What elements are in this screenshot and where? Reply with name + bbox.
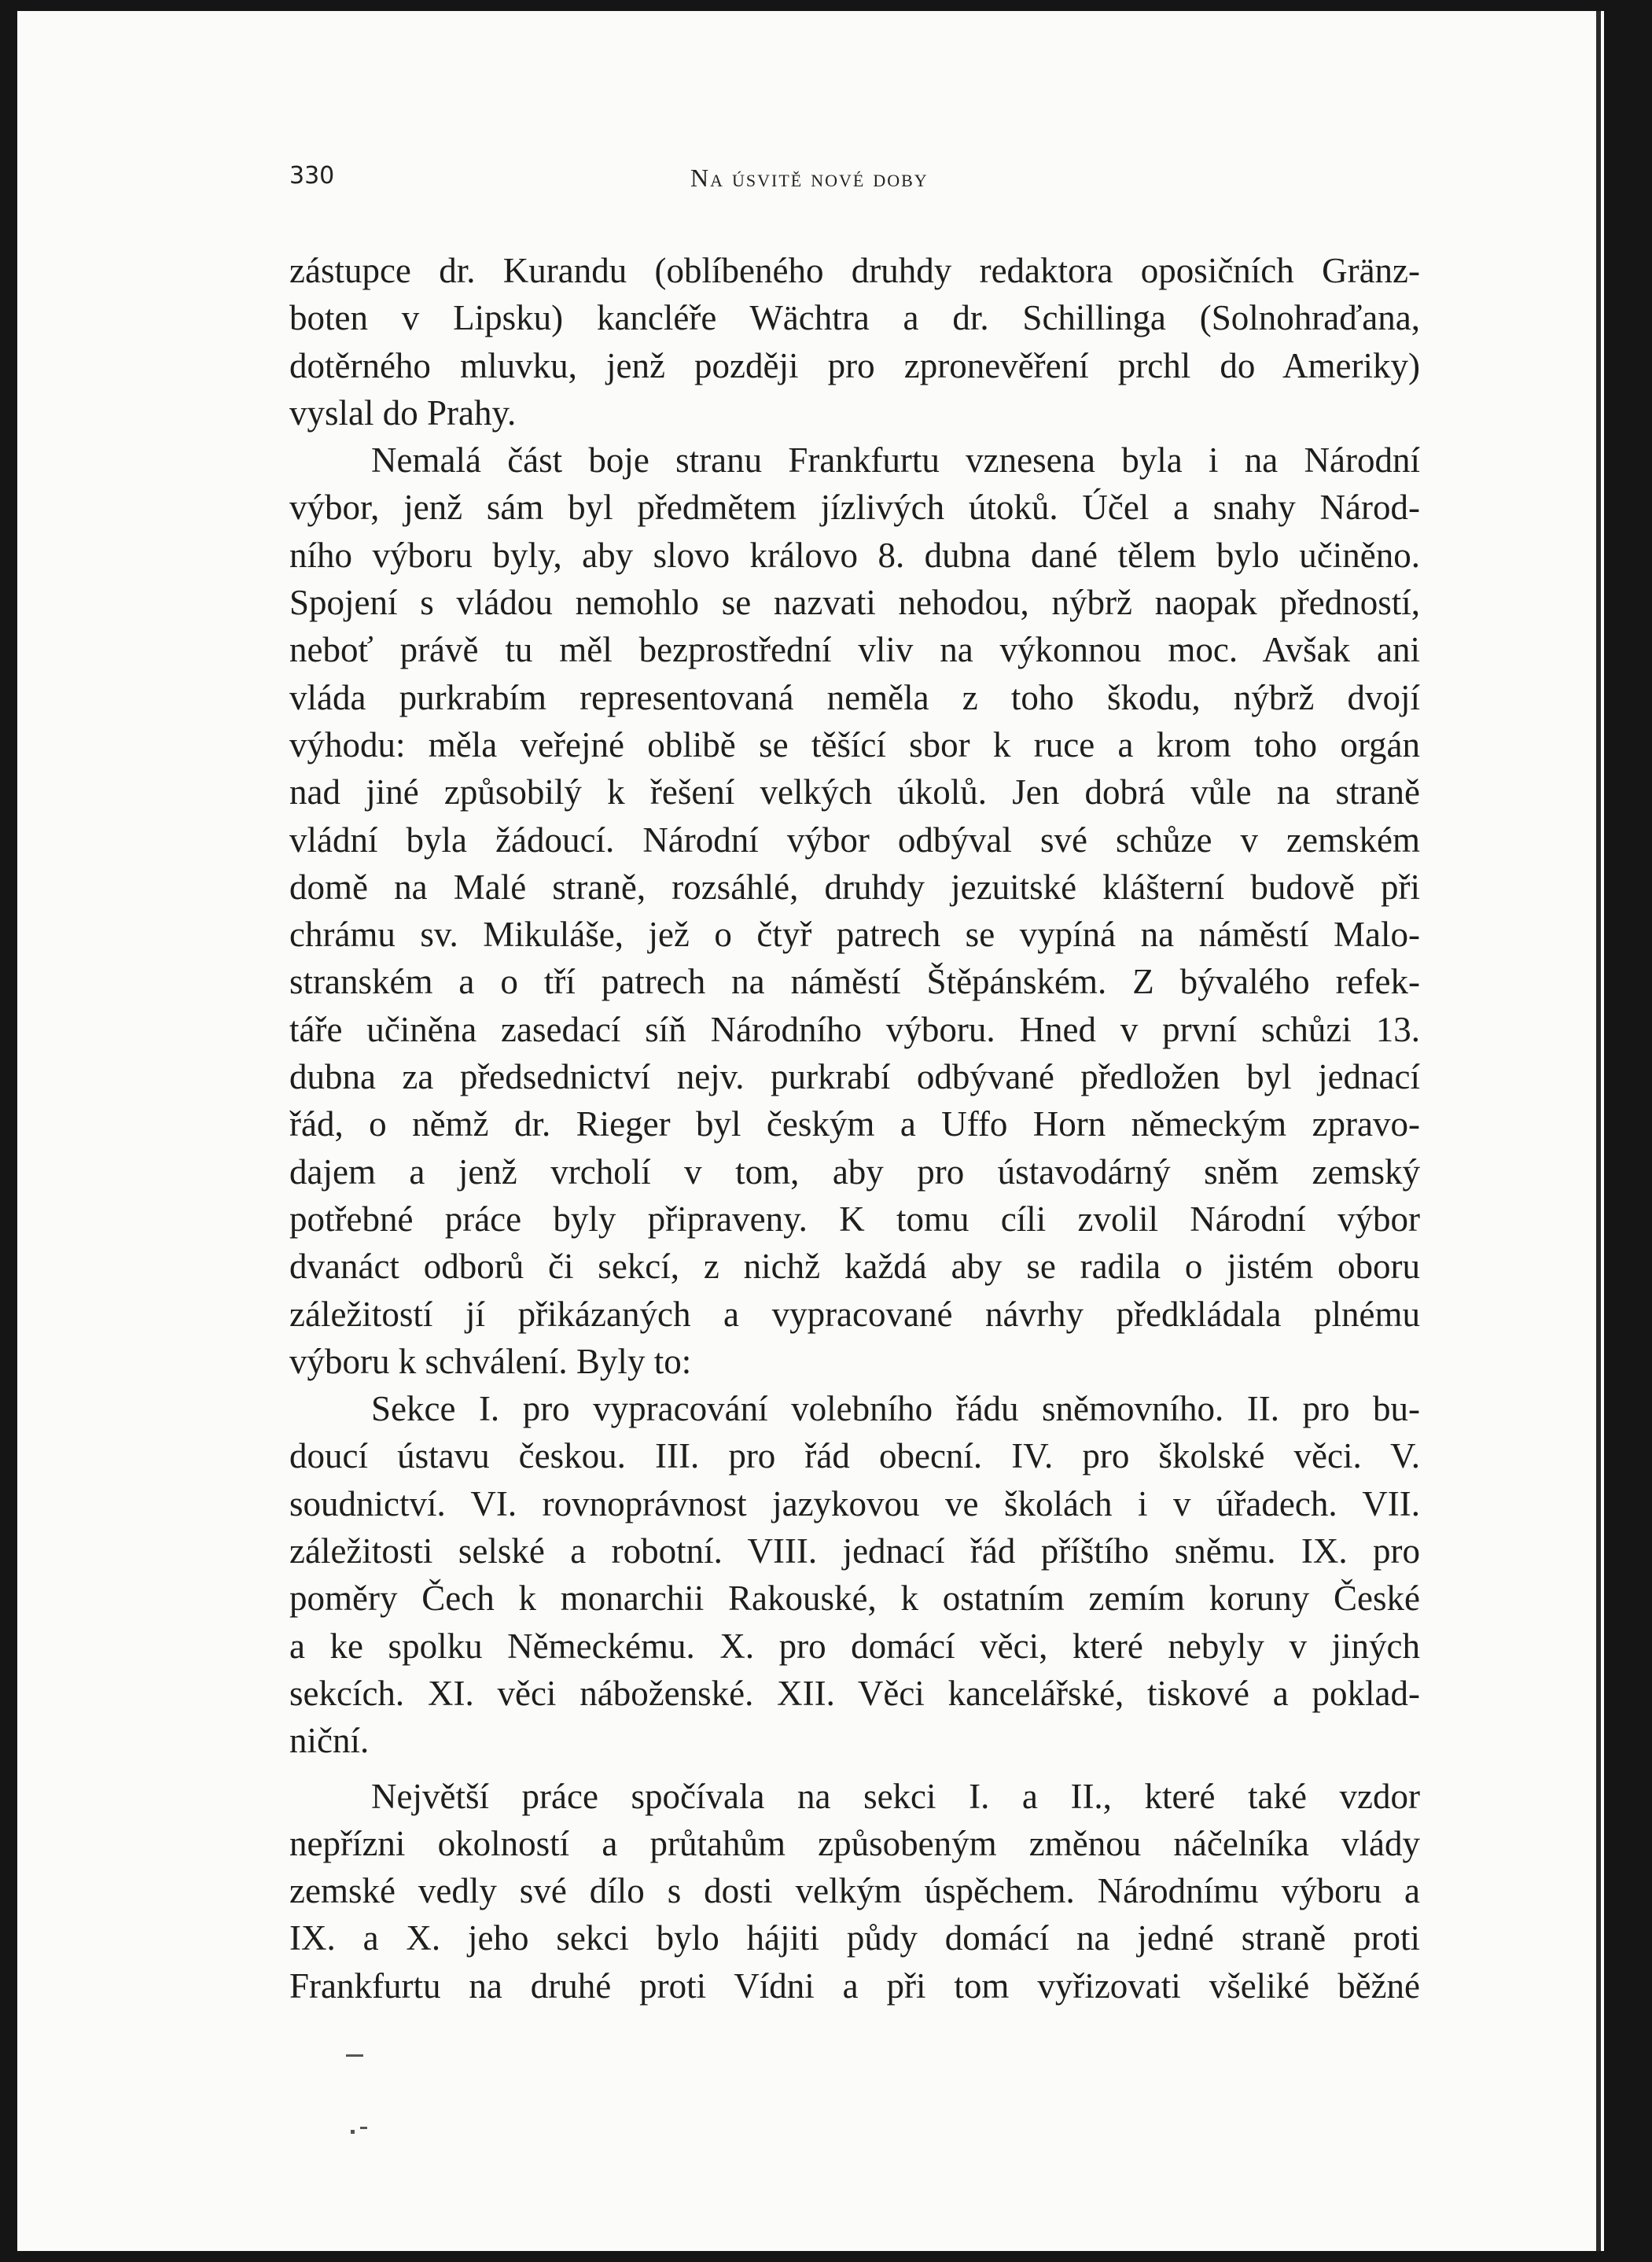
text-line: nad jiné způsobilý k řešení velkých úkolů. Jen dobrá vůle na straně: [289, 772, 1420, 812]
text-line: výboru k schválení. Byly to:: [289, 1341, 692, 1381]
text-line: poměry Čech k monarchii Rakouské, k ostatním zemím koruny České: [289, 1579, 1420, 1619]
text-line: chrámu sv. Mikuláše, jež o čtyř patrech se vypíná na náměstí Malo-: [289, 915, 1420, 955]
text-line: niční.: [289, 1721, 370, 1761]
text-line: IX. a X. jeho sekci bylo hájiti půdy domácí na jedné straně proti: [289, 1918, 1420, 1958]
text-line: zemské vedly své dílo s dosti velkým úspěchem. Národnímu výboru a: [289, 1871, 1420, 1911]
text-line: vládní byla žádoucí. Národní výbor odbýval své schůze v zemském: [289, 820, 1420, 860]
text-line: vláda purkrabím representovaná neměla z toho škodu, nýbrž dvojí: [289, 677, 1420, 717]
book-page: [17, 11, 1604, 2251]
text-line: výbor, jenž sám byl předmětem jízlivých útoků. Účel a snahy Národ-: [289, 488, 1420, 528]
running-title: Na úsvitě nové doby: [690, 164, 929, 192]
paragraph: [289, 247, 1420, 437]
paragraph: [289, 437, 1420, 1385]
text-line: doucí ústavu českou. III. pro řád obecní. IV. pro školské věci. V.: [289, 1436, 1420, 1476]
text-line: záležitostí jí přikázaných a vypracované návrhy předkládala plnému: [289, 1294, 1420, 1334]
text-line: dubna za předsednictví nejv. purkrabí odbývané předložen byl jednací: [289, 1057, 1420, 1097]
speck: [360, 2127, 367, 2129]
scan-specks: [346, 2054, 393, 2141]
paragraph: [289, 1773, 1420, 2010]
text-line: Frankfurtu na druhé proti Vídni a při tom vyřizovati všeliké běžné: [289, 1965, 1420, 2006]
text-line: soudnictví. VI. rovnoprávnost jazykovou ve školách i v úřadech. VII.: [289, 1483, 1420, 1523]
text-line: vyslal do Prahy.: [289, 392, 517, 433]
page-header: [289, 162, 1437, 201]
text-line: domě na Malé straně, rozsáhlé, druhdy jezuitské klášterní budově při: [289, 867, 1420, 907]
speck: [351, 2130, 355, 2134]
text-line: Nemalá část boje stranu Frankfurtu vznesena byla i na Národní: [371, 440, 1420, 481]
text-line: neboť právě tu měl bezprostřední vliv na výkonnou moc. Avšak ani: [289, 630, 1420, 670]
text-line: záležitosti selské a robotní. VIII. jednací řád příštího sněmu. IX. pro: [289, 1531, 1420, 1571]
page-edge: [1596, 11, 1601, 2251]
text-line: potřebné práce byly připraveny. K tomu cíli zvolil Národní výbor: [289, 1199, 1420, 1239]
text-line: výhodu: měla veřejné oblibě se těšící sbor k ruce a krom toho orgán: [289, 724, 1420, 764]
text-line: a ke spolku Německému. X. pro domácí věci, které nebyly v jiných: [289, 1626, 1420, 1666]
text-line: Největší práce spočívala na sekci I. a II., které také vzdor: [371, 1776, 1420, 1816]
page-number: 330: [289, 162, 335, 190]
text-line: stranském a o tří patrech na náměstí Štěpánském. Z bývalého refek-: [289, 962, 1420, 1002]
text-line: řád, o němž dr. Rieger byl českým a Uffo Horn německým zpravo-: [289, 1104, 1420, 1144]
text-line: dvanáct odborů či sekcí, z nichž každá aby se radila o jistém oboru: [289, 1247, 1420, 1287]
text-line: Sekce I. pro vypracování volebního řádu sněmovního. II. pro bu-: [371, 1389, 1420, 1429]
text-line: ního výboru byly, aby slovo královo 8. dubna dané tělem bylo učiněno.: [289, 535, 1420, 575]
text-line: dajem a jenž vrcholí v tom, aby pro ústavodárný sněm zemský: [289, 1151, 1420, 1192]
body-text: [289, 247, 1420, 2010]
text-line: sekcích. XI. věci náboženské. XII. Věci kancelářské, tiskové a poklad-: [289, 1673, 1420, 1713]
speck: [346, 2054, 363, 2057]
text-line: boten v Lipsku) kancléře Wächtra a dr. Schillinga (Solnohraďana,: [289, 298, 1420, 338]
text-line: zástupce dr. Kurandu (oblíbeného druhdy redaktora oposičních Gränz-: [289, 251, 1420, 290]
paragraph: [289, 1385, 1420, 1764]
text-line: táře učiněna zasedací síň Národního výboru. Hned v první schůzi 13.: [289, 1009, 1420, 1049]
text-line: Spojení s vládou nemohlo se nazvati nehodou, nýbrž naopak předností,: [289, 583, 1420, 623]
text-line: nepřízni okolností a průtahům způsobeným změnou náčelníka vlády: [289, 1823, 1420, 1863]
text-line: dotěrného mluvku, jenž později pro zpronevěření prchl do Ameriky): [289, 345, 1420, 385]
